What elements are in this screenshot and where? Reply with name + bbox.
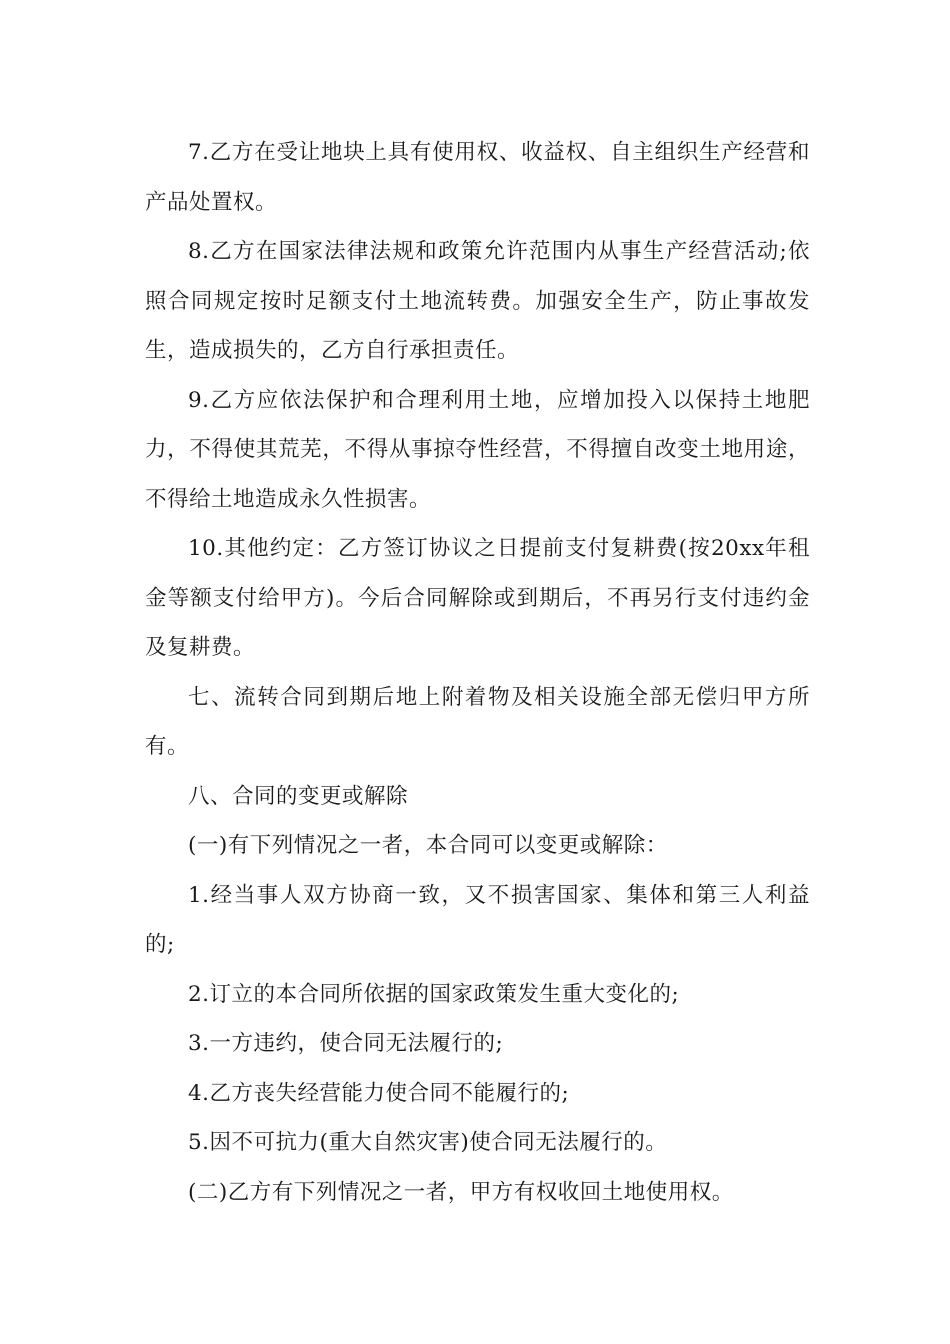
- paragraph-clause-9: 9.乙方应依法保护和合理利用土地，应增加投入以保持土地肥力，不得使其荒芜，不得从事掠夺性经营，不得擅自改变土地用途，不得给土地造成永久性损害。: [145, 387, 810, 512]
- paragraph-clause-8: 8.乙方在国家法律法规和政策允许范围内从事生产经营活动;依照合同规定按时足额支付土地流转费。加强安全生产，防止事故发生，造成损失的，乙方自行承担责任。: [145, 239, 810, 363]
- subsection-heading-2: (二)乙方有下列情况之一者，甲方有权收回土地使用权。: [188, 1179, 734, 1205]
- paragraph-clause-10: 10.其他约定：乙方签订协议之日提前支付复耕费(按20xx年租金等额支付给甲方)。今后合同解除或到期后，不再另行支付违约金及复耕费。: [145, 536, 810, 660]
- list-item-2: 2.订立的本合同所依据的国家政策发生重大变化的;: [188, 981, 680, 1007]
- section-heading-8: 八、合同的变更或解除: [188, 783, 409, 809]
- document-body: [145, 128, 810, 1217]
- list-item-1: 1.经当事人双方协商一致，又不损害国家、集体和第三人利益的;: [145, 882, 810, 957]
- list-item-3: 3.一方违约，使合同无法履行的;: [188, 1031, 504, 1056]
- list-item-5: 5.因不可抗力(重大自然灾害)使合同无法履行的。: [188, 1130, 668, 1155]
- list-item-4: 4.乙方丧失经营能力使合同不能履行的;: [188, 1080, 570, 1106]
- paragraph-section-7: 七、流转合同到期后地上附着物及相关设施全部无偿归甲方所有。: [145, 684, 810, 759]
- subsection-heading-1: (一)有下列情况之一者，本合同可以变更或解除：: [188, 833, 668, 858]
- paragraph-clause-7: 7.乙方在受让地块上具有使用权、收益权、自主组织生产经营和产品处置权。: [145, 140, 810, 215]
